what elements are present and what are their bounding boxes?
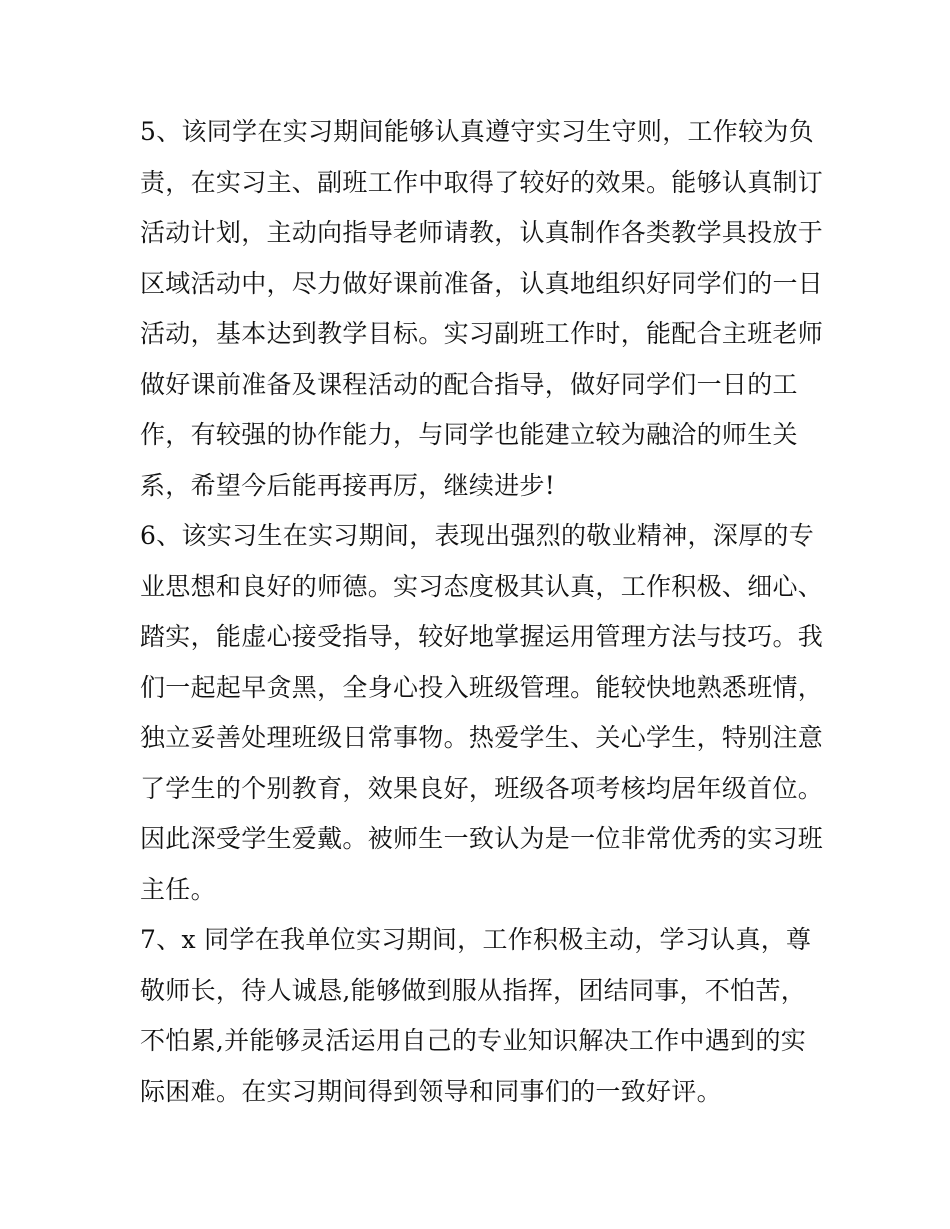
paragraph-line: 活动，基本达到教学目标。实习副班工作时，能配合主班老师	[140, 319, 824, 348]
paragraph-line: 独立妥善处理班级日常事物。热爱学生、关心学生，特别注意	[140, 723, 824, 752]
paragraph-line: 踏实，能虚心接受指导，较好地掌握运用管理方法与技巧。我	[140, 622, 824, 651]
paragraph-line: 业思想和良好的师德。实习态度极其认真，工作积极、细心、	[140, 571, 824, 601]
paragraph-line: 作，有较强的协作能力，与同学也能建立较为融洽的师生关	[140, 420, 798, 449]
document-body	[140, 107, 824, 1117]
paragraph-line: 区域活动中，尽力做好课前准备，认真地组织好同学们的一日	[140, 268, 824, 298]
paragraph-line: 敬师长，待人诚恳,能够做到服从指挥，团结同事，不怕苦，	[140, 975, 807, 1005]
paragraph-line: 际困难。在实习期间得到领导和同事们的一致好评。	[140, 1076, 722, 1106]
paragraph-line: 责，在实习主、副班工作中取得了较好的效果。能够认真制订	[140, 167, 824, 197]
paragraph-6	[140, 511, 824, 915]
paragraph-line: 们一起起早贪黑，全身心投入班级管理。能较快地熟悉班情，	[140, 672, 824, 702]
paragraph-line: 不怕累,并能够灵活运用自己的专业知识解决工作中遇到的实	[140, 1026, 807, 1055]
paragraph-7	[140, 915, 820, 1117]
paragraph-line: 主任。	[140, 874, 216, 904]
paragraph-line: 了学生的个别教育，效果良好，班级各项考核均居年级首位。	[140, 773, 824, 803]
paragraph-line: 5、该同学在实习期间能够认真遵守实习生守则，工作较为负	[140, 117, 815, 146]
paragraph-5	[140, 107, 824, 511]
paragraph-line: 做好课前准备及课程活动的配合指导，做好同学们一日的工	[140, 369, 798, 399]
paragraph-line: 系，希望今后能再接再厉，继续进步!	[140, 470, 556, 500]
paragraph-line: 7、x 同学在我单位实习期间，工作积极主动，学习认真，尊	[140, 925, 812, 954]
paragraph-line: 活动计划，主动向指导老师请教，认真制作各类教学具投放于	[140, 218, 824, 247]
paragraph-line: 6、该实习生在实习期间，表现出强烈的敬业精神，深厚的专	[140, 521, 815, 550]
paragraph-line: 因此深受学生爱戴。被师生一致认为是一位非常优秀的实习班	[140, 824, 824, 853]
